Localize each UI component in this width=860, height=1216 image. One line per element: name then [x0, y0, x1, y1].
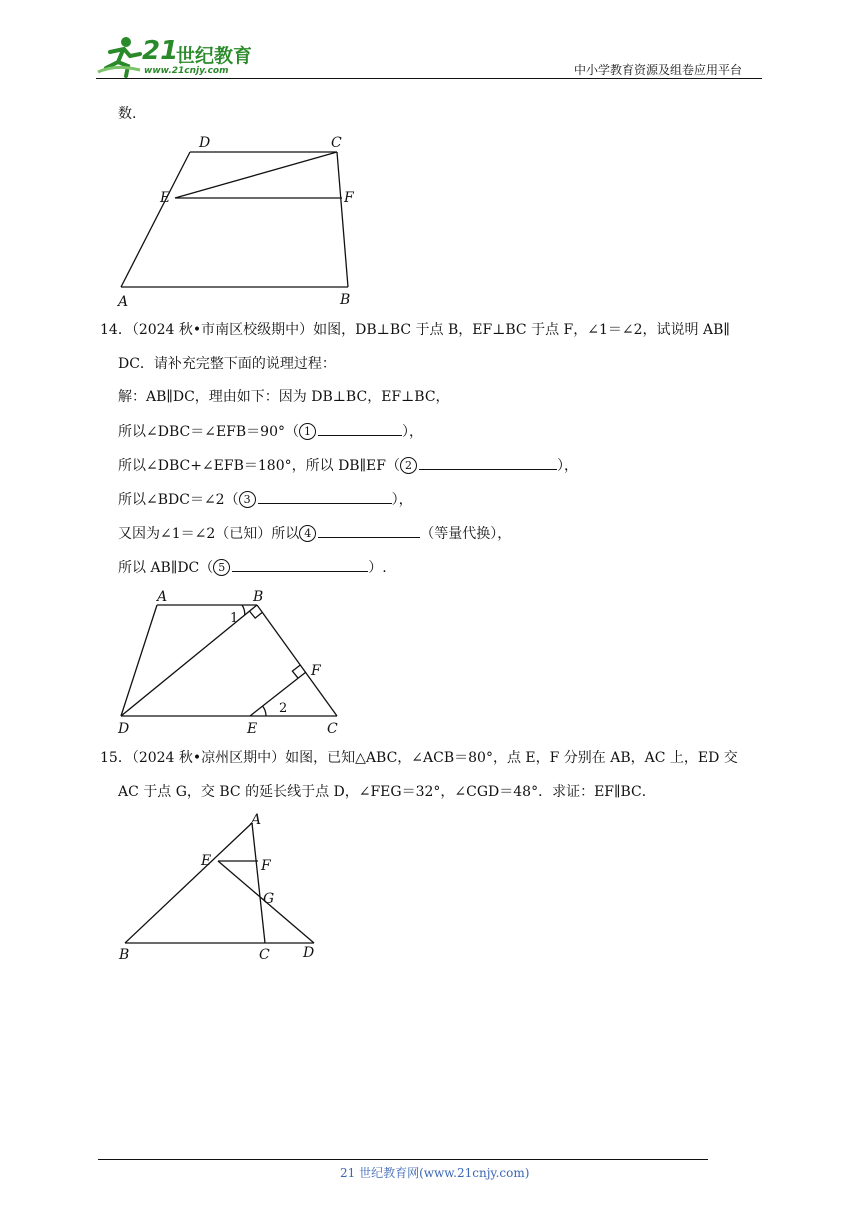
q14-label-B: B — [253, 589, 264, 605]
header-rule — [96, 78, 762, 79]
q15-label-F: F — [261, 858, 271, 874]
q14-step1 — [118, 421, 423, 442]
q14-blank-4[interactable] — [318, 523, 420, 538]
q14-step3-post: ）， — [391, 492, 413, 508]
q14-line2: DC．请补充完整下面的说理过程： — [118, 356, 336, 372]
q14-step2-post: ）， — [556, 458, 578, 474]
q14-line3: 解：AB∥DC，理由如下：因为 DB⊥BC，EF⊥BC， — [118, 389, 450, 405]
q15-label-G: G — [263, 891, 275, 907]
q14-circle-4: 4 — [299, 525, 316, 542]
q14-label-A: A — [157, 589, 168, 605]
q14-step1-pre: 所以∠DBC＝∠EFB＝90°（ — [118, 424, 299, 440]
q14-blank-3[interactable] — [258, 489, 392, 504]
q13-label-D: D — [199, 135, 211, 151]
q14-label-D: D — [118, 721, 130, 737]
q14-circle-1: 1 — [299, 423, 316, 440]
q14-step4-post: （等量代换）， — [420, 526, 512, 542]
q15-label-E: E — [201, 853, 212, 869]
q14-step4 — [118, 523, 511, 544]
q14-label-E: E — [247, 721, 258, 737]
logo-url: www.21cnjy.com — [144, 66, 229, 76]
q14-label-2: 2 — [279, 701, 288, 716]
q14-blank-1[interactable] — [318, 421, 402, 436]
logo-text: 世纪教育 — [176, 45, 253, 67]
q14-step3 — [118, 489, 413, 510]
q14-label-C: C — [327, 721, 338, 737]
q13-label-B: B — [340, 292, 351, 308]
q13-tail-text: 数. — [118, 106, 137, 122]
q14-line1: 14．（2024 秋•市南区校级期中）如图，DB⊥BC 于点 B，EF⊥BC 于点 F，∠1＝∠2，试说明 AB∥ — [100, 322, 730, 338]
q14-step5-post: ）. — [368, 560, 387, 576]
q14-step2-pre: 所以∠DBC+∠EFB＝180°，所以 DB∥EF（ — [118, 458, 400, 474]
q14-circle-2: 2 — [400, 457, 417, 474]
q15-label-A: A — [251, 812, 262, 828]
runner-icon — [96, 34, 142, 78]
q14-step2 — [118, 455, 578, 476]
q14-label-1: 1 — [230, 611, 239, 626]
q14-step4-pre: 又因为∠1＝∠2（已知）所以 — [118, 526, 300, 542]
q15-line2: AC 于点 G，交 BC 的延长线于点 D，∠FEG＝32°，∠CGD＝48°．求证：EF∥BC． — [118, 784, 656, 800]
q14-step3-pre: 所以∠BDC＝∠2（ — [118, 492, 239, 508]
q13-label-E: E — [160, 190, 171, 206]
q15-label-B: B — [119, 947, 130, 963]
q14-trapezoid-figure — [0, 584, 860, 744]
footer-rule — [98, 1159, 708, 1160]
footer-text[interactable]: 21 世纪教育网(www.21cnjy.com) — [340, 1166, 530, 1180]
q13-trapezoid-figure — [0, 130, 860, 310]
q15-line1: 15．（2024 秋•凉州区期中）如图，已知△ABC，∠ACB＝80°，点 E，F 分别在 AB，AC 上，ED 交 — [100, 750, 738, 766]
q14-step5 — [118, 557, 387, 578]
q13-label-C: C — [331, 135, 342, 151]
q14-circle-3: 3 — [239, 491, 256, 508]
q14-step5-pre: 所以 AB∥DC（ — [118, 560, 214, 576]
q14-blank-5[interactable] — [232, 557, 368, 572]
q13-label-A: A — [118, 294, 129, 310]
header-tagline: 中小学教育资源及组卷应用平台 — [574, 63, 743, 77]
q14-step1-post: ）， — [401, 424, 423, 440]
q14-label-F: F — [311, 663, 321, 679]
q14-circle-5: 5 — [213, 559, 230, 576]
header-logo — [96, 34, 266, 80]
logo-number: 21 — [142, 36, 179, 66]
q15-label-D: D — [303, 945, 315, 961]
q15-triangle-figure — [0, 808, 860, 968]
q14-blank-2[interactable] — [419, 455, 557, 470]
q15-label-C: C — [259, 947, 270, 963]
q13-label-F: F — [344, 190, 354, 206]
